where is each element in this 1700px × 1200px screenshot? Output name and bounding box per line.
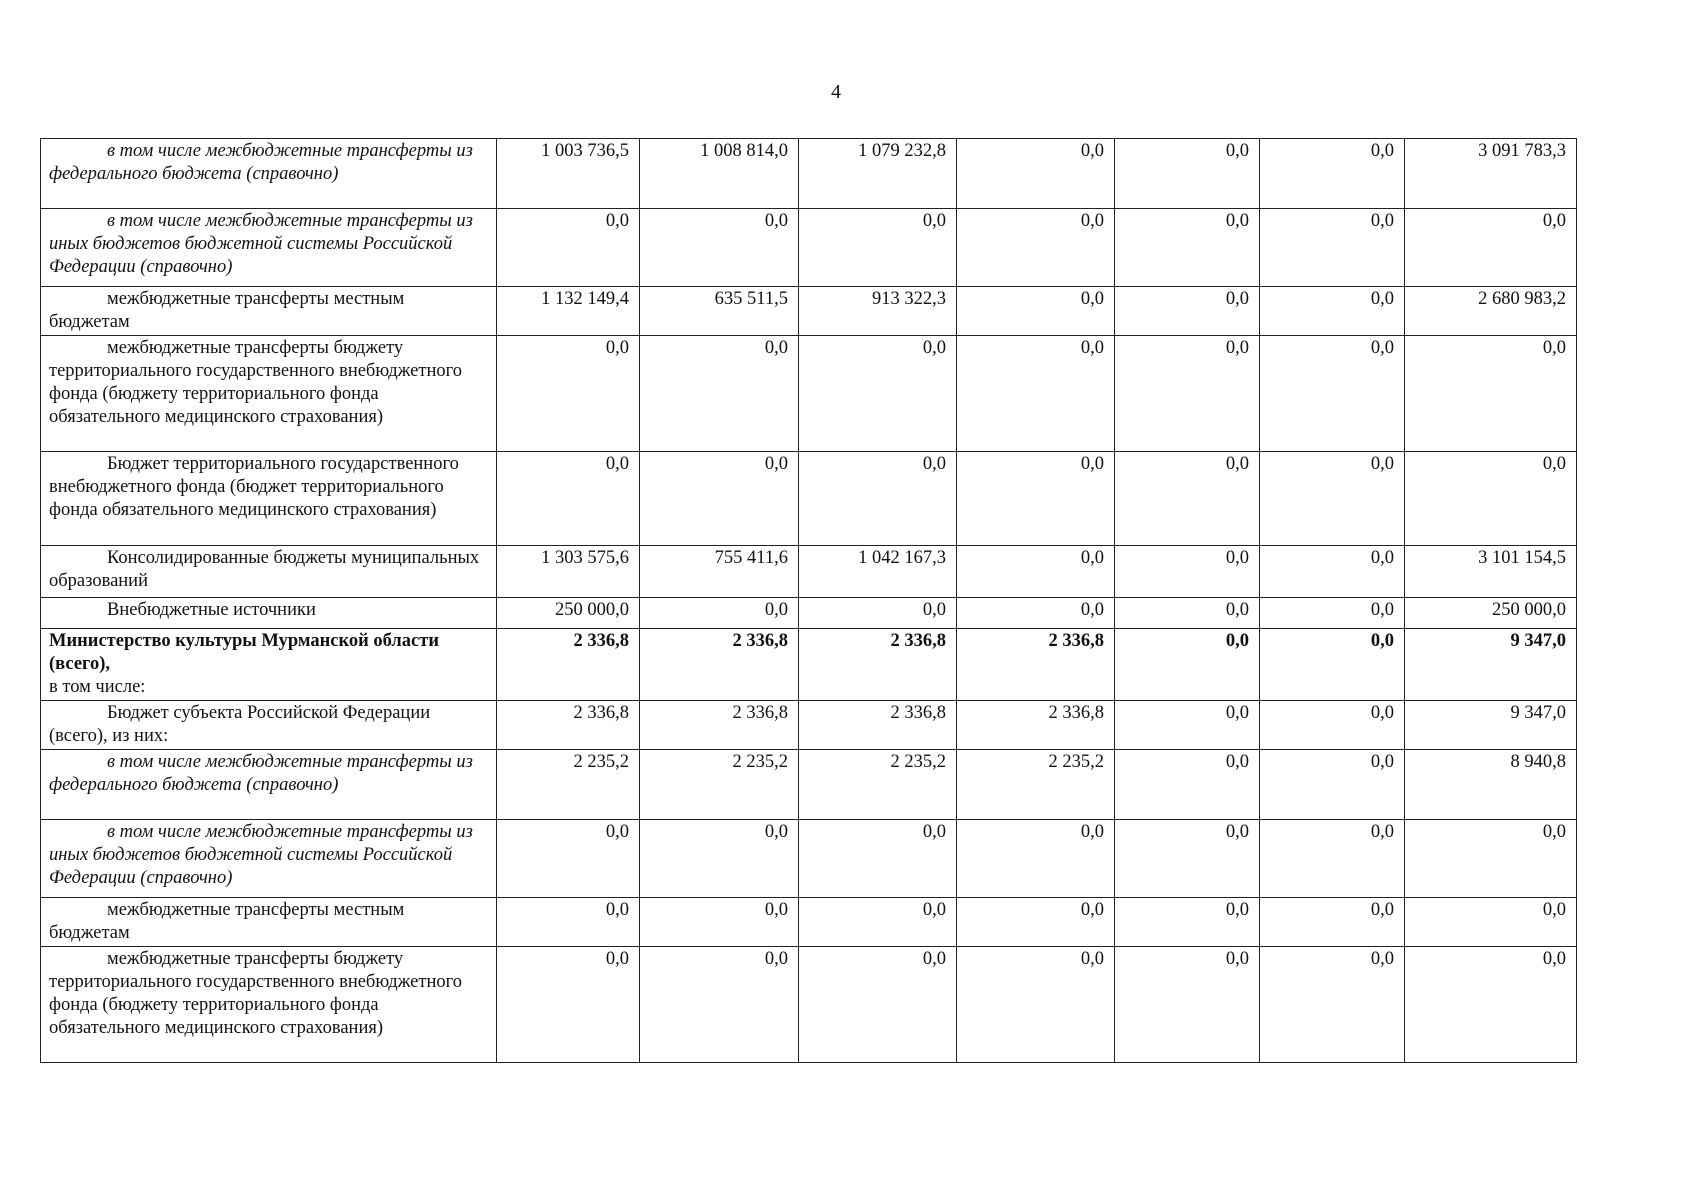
value-cell: 0,0 (1260, 336, 1405, 452)
row-label-cell (41, 287, 497, 336)
value-cell: 0,0 (497, 336, 640, 452)
value-cell: 0,0 (1405, 209, 1577, 287)
row-label-cell (41, 598, 497, 629)
value-cell: 0,0 (640, 336, 799, 452)
row-label: Бюджет территориального государственного внебюджетного фонда (бюджет территориального фонда обязательного медицинского страхования) (49, 454, 459, 520)
value-cell: 635 511,5 (640, 287, 799, 336)
row-label-cell (41, 701, 497, 750)
value-cell: 0,0 (640, 820, 799, 898)
value-cell: 8 940,8 (1405, 750, 1577, 820)
value-cell: 250 000,0 (497, 598, 640, 629)
value-cell: 0,0 (1405, 336, 1577, 452)
value-cell: 0,0 (1260, 947, 1405, 1063)
value-cell: 0,0 (497, 452, 640, 546)
value-cell: 0,0 (1260, 209, 1405, 287)
table-row (41, 336, 1577, 452)
value-cell: 2 336,8 (497, 701, 640, 750)
row-label-cell (41, 629, 497, 701)
value-cell: 0,0 (640, 598, 799, 629)
value-cell: 0,0 (1260, 750, 1405, 820)
row-label: Консолидированные бюджеты муниципальных образований (49, 548, 480, 591)
value-cell: 1 132 149,4 (497, 287, 640, 336)
value-cell: 2 680 983,2 (1405, 287, 1577, 336)
row-label-cell (41, 452, 497, 546)
value-cell: 0,0 (799, 598, 957, 629)
value-cell: 0,0 (640, 898, 799, 947)
value-cell: 0,0 (957, 452, 1115, 546)
row-label-cell (41, 947, 497, 1063)
row-label: Внебюджетные источники (107, 600, 316, 620)
value-cell: 2 235,2 (640, 750, 799, 820)
value-cell: 2 235,2 (957, 750, 1115, 820)
row-label: в том числе межбюджетные трансферты из федерального бюджета (справочно) (49, 141, 473, 184)
row-label-cell (41, 546, 497, 598)
value-cell: 0,0 (1115, 820, 1260, 898)
value-cell: 0,0 (1115, 209, 1260, 287)
value-cell: 0,0 (799, 898, 957, 947)
value-cell: 1 042 167,3 (799, 546, 957, 598)
value-cell: 0,0 (1115, 629, 1260, 701)
page-number: 4 (831, 81, 841, 103)
value-cell: 0,0 (1260, 629, 1405, 701)
value-cell: 2 336,8 (640, 701, 799, 750)
value-cell: 0,0 (957, 209, 1115, 287)
table-row (41, 701, 1577, 750)
table-row (41, 898, 1577, 947)
row-label: в том числе межбюджетные трансферты из иных бюджетов бюджетной системы Российской Федерации (справочно) (49, 822, 473, 888)
value-cell: 0,0 (497, 947, 640, 1063)
value-cell: 0,0 (957, 139, 1115, 209)
value-cell: 0,0 (1115, 546, 1260, 598)
value-cell: 3 091 783,3 (1405, 139, 1577, 209)
row-label-cell (41, 209, 497, 287)
row-sublabel: в том числе: (49, 677, 146, 697)
value-cell: 2 336,8 (799, 629, 957, 701)
budget-table (40, 138, 1577, 1063)
row-label-cell (41, 898, 497, 947)
value-cell: 0,0 (1260, 898, 1405, 947)
value-cell: 9 347,0 (1405, 629, 1577, 701)
value-cell: 0,0 (1115, 452, 1260, 546)
value-cell: 0,0 (1115, 598, 1260, 629)
table-row (41, 546, 1577, 598)
value-cell: 2 336,8 (799, 701, 957, 750)
value-cell: 0,0 (799, 452, 957, 546)
value-cell: 0,0 (1115, 287, 1260, 336)
value-cell: 1 003 736,5 (497, 139, 640, 209)
table-row (41, 629, 1577, 701)
value-cell: 0,0 (1405, 947, 1577, 1063)
value-cell: 0,0 (1405, 820, 1577, 898)
value-cell: 250 000,0 (1405, 598, 1577, 629)
value-cell: 0,0 (1260, 139, 1405, 209)
value-cell: 0,0 (497, 209, 640, 287)
value-cell: 0,0 (799, 820, 957, 898)
value-cell: 0,0 (1260, 820, 1405, 898)
value-cell: 0,0 (957, 287, 1115, 336)
row-label: Бюджет субъекта Российской Федерации (всего), из них: (49, 703, 431, 746)
value-cell: 0,0 (799, 947, 957, 1063)
row-label: в том числе межбюджетные трансферты из федерального бюджета (справочно) (49, 752, 473, 795)
value-cell: 0,0 (1405, 898, 1577, 947)
value-cell: 0,0 (957, 546, 1115, 598)
value-cell: 0,0 (497, 820, 640, 898)
value-cell: 3 101 154,5 (1405, 546, 1577, 598)
value-cell: 0,0 (957, 336, 1115, 452)
value-cell: 0,0 (497, 898, 640, 947)
value-cell: 755 411,6 (640, 546, 799, 598)
table-body (41, 139, 1577, 1063)
value-cell: 0,0 (957, 820, 1115, 898)
value-cell: 0,0 (799, 209, 957, 287)
value-cell: 0,0 (1405, 452, 1577, 546)
row-label: межбюджетные трансферты бюджету территориального государственного внебюджетного фонда (бюджету территориального фонда обязательного медицинского страхования) (49, 338, 462, 427)
value-cell: 0,0 (640, 209, 799, 287)
value-cell: 0,0 (1115, 750, 1260, 820)
value-cell: 0,0 (1260, 452, 1405, 546)
row-label: Министерство культуры Мурманской области (всего), (49, 631, 440, 674)
row-label-cell (41, 336, 497, 452)
value-cell: 1 079 232,8 (799, 139, 957, 209)
value-cell: 2 336,8 (640, 629, 799, 701)
row-label: межбюджетные трансферты бюджету территориального государственного внебюджетного фонда (бюджету территориального фонда обязательного медицинского страхования) (49, 949, 462, 1038)
table-row (41, 209, 1577, 287)
value-cell: 2 235,2 (497, 750, 640, 820)
row-label: в том числе межбюджетные трансферты из иных бюджетов бюджетной системы Российской Федерации (справочно) (49, 211, 473, 277)
table-row (41, 820, 1577, 898)
value-cell: 913 322,3 (799, 287, 957, 336)
row-label-cell (41, 820, 497, 898)
value-cell: 0,0 (1260, 598, 1405, 629)
value-cell: 0,0 (957, 947, 1115, 1063)
value-cell: 2 336,8 (957, 701, 1115, 750)
value-cell: 1 303 575,6 (497, 546, 640, 598)
value-cell: 0,0 (640, 947, 799, 1063)
value-cell: 2 235,2 (799, 750, 957, 820)
value-cell: 0,0 (1115, 898, 1260, 947)
value-cell: 0,0 (1260, 287, 1405, 336)
table-row (41, 139, 1577, 209)
table-row (41, 598, 1577, 629)
value-cell: 1 008 814,0 (640, 139, 799, 209)
table-row (41, 750, 1577, 820)
value-cell: 0,0 (640, 452, 799, 546)
value-cell: 0,0 (1115, 139, 1260, 209)
row-label: межбюджетные трансферты местным бюджетам (49, 900, 405, 943)
row-label-cell (41, 750, 497, 820)
value-cell: 0,0 (1115, 336, 1260, 452)
value-cell: 9 347,0 (1405, 701, 1577, 750)
value-cell: 0,0 (1115, 701, 1260, 750)
value-cell: 0,0 (957, 898, 1115, 947)
table-row (41, 452, 1577, 546)
value-cell: 0,0 (1260, 701, 1405, 750)
value-cell: 0,0 (1260, 546, 1405, 598)
value-cell: 0,0 (1115, 947, 1260, 1063)
value-cell: 2 336,8 (497, 629, 640, 701)
table-row (41, 287, 1577, 336)
row-label-cell (41, 139, 497, 209)
value-cell: 0,0 (799, 336, 957, 452)
value-cell: 2 336,8 (957, 629, 1115, 701)
table-row (41, 947, 1577, 1063)
value-cell: 0,0 (957, 598, 1115, 629)
row-label: межбюджетные трансферты местным бюджетам (49, 289, 405, 332)
